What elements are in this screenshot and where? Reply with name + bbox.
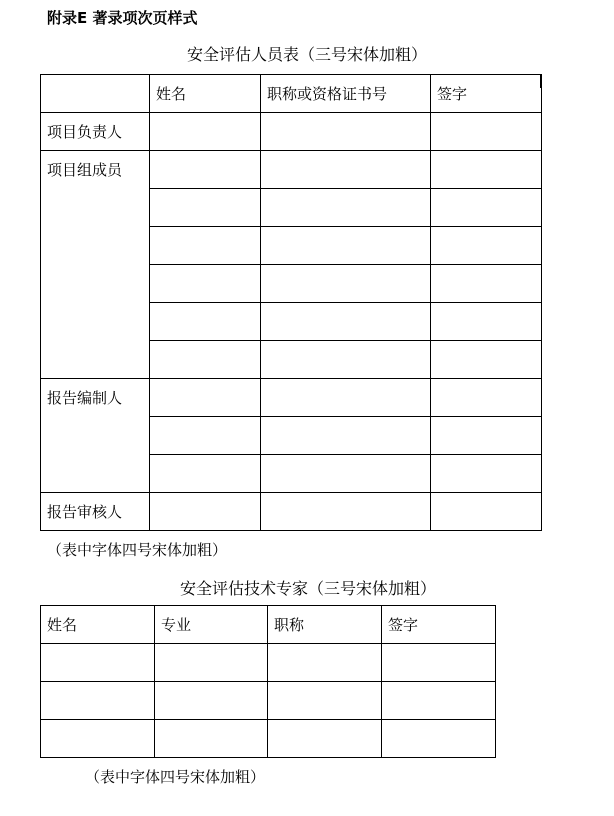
- title-cert-cell[interactable]: [261, 265, 431, 303]
- name-cell[interactable]: [150, 227, 261, 265]
- table-header-row: [41, 75, 542, 113]
- name-cell[interactable]: [150, 455, 261, 493]
- title-cert-cell[interactable]: [261, 189, 431, 227]
- name-cell[interactable]: [150, 265, 261, 303]
- signature-cell[interactable]: [431, 189, 542, 227]
- title-cert-cell[interactable]: [261, 341, 431, 379]
- signature-cell[interactable]: [431, 379, 542, 417]
- table-row: [41, 644, 496, 682]
- name-cell[interactable]: [150, 113, 261, 151]
- signature-cell[interactable]: [431, 341, 542, 379]
- title-cert-cell[interactable]: [261, 227, 431, 265]
- table-row: [41, 151, 542, 189]
- signature-cell[interactable]: [382, 720, 496, 758]
- table-header-row: [41, 606, 496, 644]
- experts-table-title: 安全评估技术专家（三号宋体加粗）: [179, 579, 436, 598]
- name-cell[interactable]: [150, 303, 261, 341]
- specialty-cell[interactable]: [155, 644, 268, 682]
- title-cert-cell[interactable]: [261, 417, 431, 455]
- name-cell[interactable]: [41, 644, 155, 682]
- experts-table: [40, 605, 496, 758]
- title-cell[interactable]: [268, 682, 382, 720]
- name-cell[interactable]: [41, 682, 155, 720]
- title-cert-cell[interactable]: [261, 379, 431, 417]
- role-project-lead: 项目负责人: [41, 113, 150, 151]
- header-cell-name: 姓名: [150, 75, 261, 113]
- name-cell[interactable]: [150, 189, 261, 227]
- header-cell-signature: 签字: [431, 75, 542, 113]
- signature-cell[interactable]: [431, 455, 542, 493]
- personnel-table-note: （表中字体四号宋体加粗）: [47, 541, 228, 559]
- title-cell[interactable]: [268, 720, 382, 758]
- title-cell[interactable]: [268, 644, 382, 682]
- title-cert-cell[interactable]: [261, 113, 431, 151]
- experts-table-note: （表中字体四号宋体加粗）: [85, 768, 266, 786]
- specialty-cell[interactable]: [155, 720, 268, 758]
- title-cert-cell[interactable]: [261, 455, 431, 493]
- role-project-members: 项目组成员: [41, 151, 150, 379]
- header-cell-specialty: 专业: [155, 606, 268, 644]
- signature-cell[interactable]: [431, 303, 542, 341]
- title-cert-cell[interactable]: [261, 303, 431, 341]
- signature-cell[interactable]: [382, 682, 496, 720]
- name-cell[interactable]: [150, 493, 261, 531]
- title-cert-cell[interactable]: [261, 493, 431, 531]
- signature-cell[interactable]: [431, 265, 542, 303]
- name-cell[interactable]: [150, 417, 261, 455]
- name-cell[interactable]: [150, 379, 261, 417]
- table-row: [41, 682, 496, 720]
- signature-cell[interactable]: [382, 644, 496, 682]
- appendix-heading: 附录E 著录项次页样式: [47, 9, 198, 27]
- table-row: [41, 113, 542, 151]
- name-cell[interactable]: [150, 341, 261, 379]
- signature-cell[interactable]: [431, 227, 542, 265]
- signature-cell[interactable]: [431, 151, 542, 189]
- role-report-reviewer: 报告审核人: [41, 493, 150, 531]
- name-cell[interactable]: [150, 151, 261, 189]
- header-cell-title: 职称: [268, 606, 382, 644]
- personnel-table: [40, 74, 542, 531]
- header-cell-blank: [41, 75, 150, 113]
- specialty-cell[interactable]: [155, 682, 268, 720]
- signature-cell[interactable]: [431, 493, 542, 531]
- signature-cell[interactable]: [431, 417, 542, 455]
- role-report-author: 报告编制人: [41, 379, 150, 493]
- header-cell-title-cert: 职称或资格证书号: [261, 75, 431, 113]
- header-cell-name: 姓名: [41, 606, 155, 644]
- name-cell[interactable]: [41, 720, 155, 758]
- title-cert-cell[interactable]: [261, 151, 431, 189]
- table-row: [41, 493, 542, 531]
- header-cell-signature: 签字: [382, 606, 496, 644]
- table-row: [41, 720, 496, 758]
- table-row: [41, 379, 542, 417]
- signature-cell[interactable]: [431, 113, 542, 151]
- personnel-table-title: 安全评估人员表（三号宋体加粗）: [186, 45, 427, 64]
